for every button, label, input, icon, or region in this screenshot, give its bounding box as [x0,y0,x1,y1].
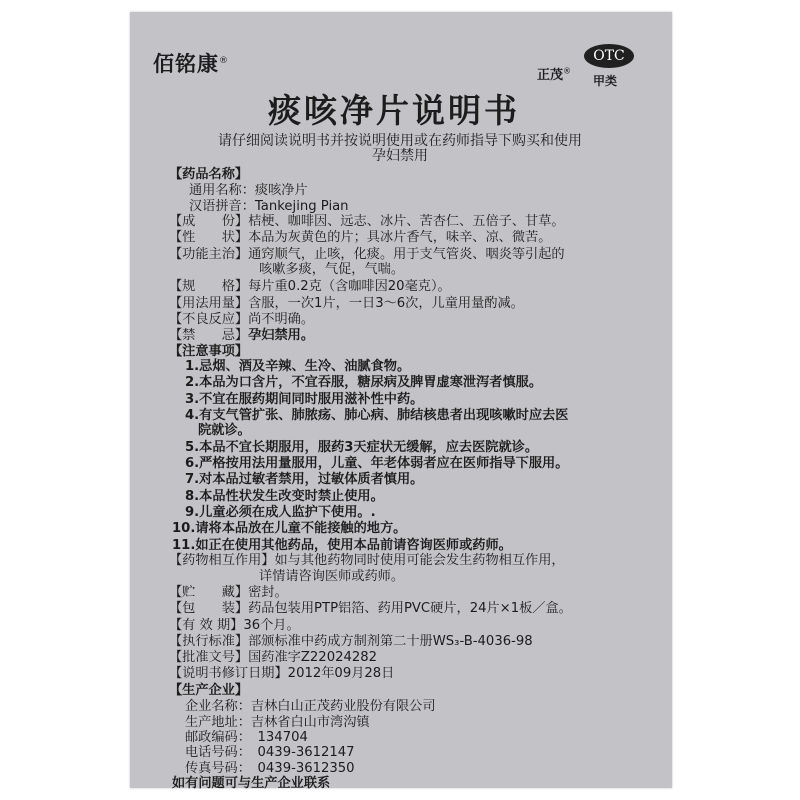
precaution-item: 2.本品为口含片，不宜吞服，糖尿病及脾胃虚寒泄泻者慎服。 [185,375,543,391]
contraindications: 【禁 忌】孕妇禁用。 [169,328,315,344]
section-precautions: 【注意事项】 [169,343,249,359]
precaution-item: 4.有支气管扩张、肺脓疡、肺心病、肺结核患者出现咳嗽时应去医 [185,408,569,424]
notice-line: 孕妇禁用 [372,148,428,164]
precaution-item: 5.本品不宜长期服用，服药3天症状无缓解，应去医院就诊。 [185,439,539,455]
packaging: 【包 装】药品包装用PTP铝箔、药用PVC硬片，24片×1板／盒。 [169,601,572,617]
manufacturer-brand: 正茂® [537,66,572,83]
drug-interactions: 【药物相互作用】如与其他药物同时使用可能会发生药物相互作用， [169,553,565,569]
company-address: 生产地址：吉林省白山市湾沟镇 [185,714,370,730]
otc-grade: 甲类 [593,74,618,88]
appearance: 【性 状】本品为灰黄色的片；具冰片香气，味辛、凉、微苦。 [169,230,552,246]
precaution-item: 9.儿童必须在成人监护下使用。. [185,505,376,521]
drug-interactions-cont: 详情请咨询医师或药师。 [259,568,405,584]
page-title: 痰咳净片说明书 [268,91,520,130]
generic-name: 通用名称：痰咳净片 [189,183,308,199]
standard: 【执行标准】部颁标准中药成方制剂第二十册WS₃-B-4036-98 [169,633,533,649]
precaution-item: 10.请将本品放在儿童不能接触的地方。 [172,521,407,537]
postcode: 邮政编码： 134704 [185,729,308,745]
company-name: 企业名称：吉林白山正茂药业股份有限公司 [185,699,436,715]
validity: 【有 效 期】36个月。 [169,617,300,633]
precaution-item-cont: 院就诊。 [198,423,251,439]
notice-line: 请仔细阅读说明书并按说明使用或在药师指导下购买和使用 [218,133,582,149]
ingredients: 【成 份】桔梗、咖啡因、远志、冰片、苦杏仁、五倍子、甘草。 [169,214,565,230]
indications: 【功能主治】通窍顺气，止咳，化痰。用于支气管炎、咽炎等引起的 [169,246,565,262]
approval-number: 【批准文号】国药准字Z22024282 [169,650,378,666]
revision-date: 【说明书修订日期】2012年09月28日 [169,666,395,682]
precaution-item: 8.本品性状发生改变时禁止使用。 [185,488,384,504]
precaution-item: 11.如正在使用其他药品，使用本品前请咨询医师或药师。 [172,537,512,553]
pinyin-name: 汉语拼音：Tankejing Pian [189,198,349,214]
storage: 【贮 藏】密封。 [169,584,288,600]
precaution-item: 6.严格按用法用量服用，儿童、年老体弱者应在医师指导下服用。 [185,456,569,472]
usage-dosage: 【用法用量】含服，一次1片，一日3～6次，儿童用量酌减。 [169,295,524,311]
precaution-item: 1.忌烟、酒及辛辣、生冷、油腻食物。 [185,359,411,375]
brand-logo: 佰铭康® [153,52,229,76]
section-drug-name: 【药品名称】 [169,167,249,182]
precaution-item: 3.不宜在服药期间同时服用滋补性中药。 [185,391,424,407]
adverse-reactions: 【不良反应】尚不明确。 [169,312,315,328]
section-manufacturer: 【生产企业】 [169,682,249,698]
precaution-item: 7.对本品过敏者禁用，过敏体质者慎用。 [185,472,424,488]
indications-cont: 咳嗽多痰，气促，气喘。 [259,262,405,278]
phone-number: 电话号码： 0439-3612147 [185,745,355,761]
footer-contact: 如有问题可与生产企业联系 [172,776,331,791]
specification: 【规 格】每片重0.2克（含咖啡因20毫克）。 [169,279,451,295]
fax-number: 传真号码： 0439-3612350 [185,760,355,776]
otc-badge: OTC [584,44,634,68]
